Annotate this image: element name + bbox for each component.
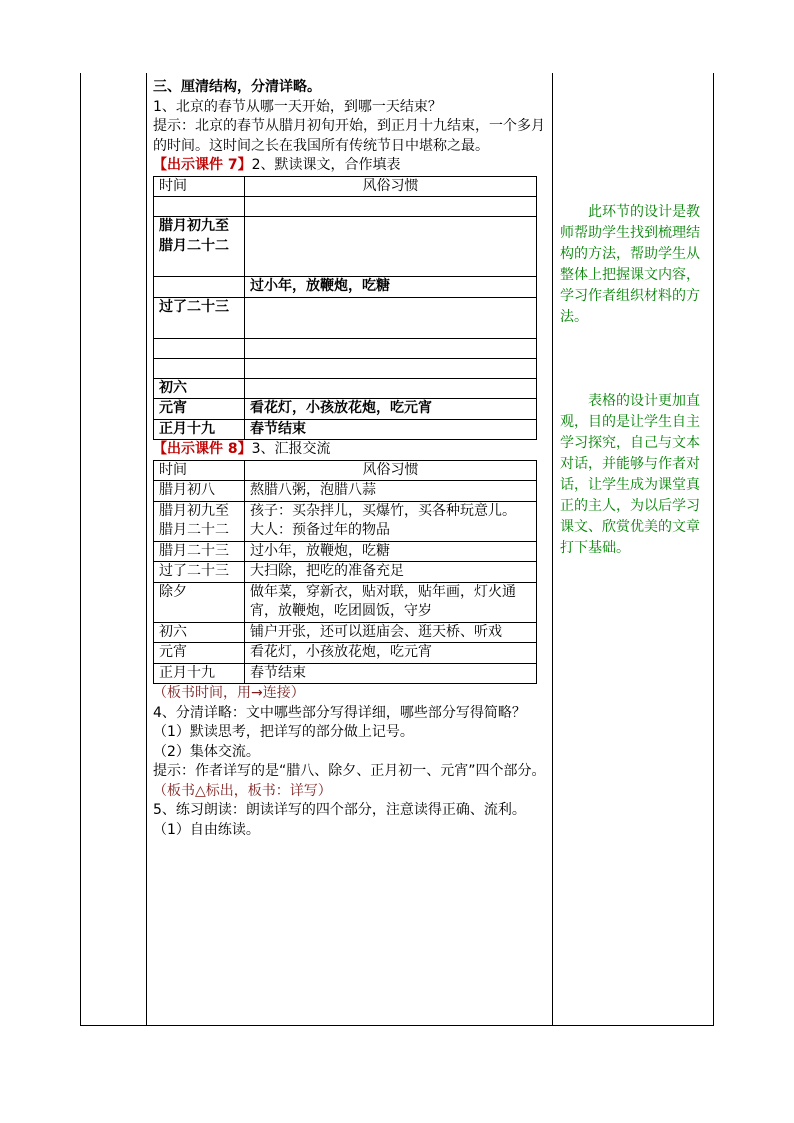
table-row: 腊月初九至腊月二十二 孩子：买杂拌儿，买爆竹，买各种玩意儿。 大人：预备过年的物品 [154, 501, 537, 541]
design-note-table: 表格的设计更加直观，目的是让学生自主学习探究，自己与文本对话，并能够与作者对话，让学生成为课堂真正的主人，为以后学习课文、欣赏优美的文章打下基础。 [560, 393, 700, 556]
table-row: 元宵 看花灯，小孩放花炮，吃元宵 [154, 399, 537, 420]
question-4-hint [153, 762, 551, 801]
design-note-structure: 此环节的设计是教师帮助学生找到梳理结构的方法，帮助学生从整体上把握课文内容，学习作者组织材料的方法。 [560, 204, 700, 325]
table-row: 正月十九 春节结束 [154, 663, 537, 684]
question-5: 5、练习朗读：朗读详写的四个部分，注意读得正确、流利。 [153, 802, 526, 818]
frame-line-notes [552, 73, 553, 1026]
frame-line-bottom [80, 1025, 714, 1026]
frame-line-right [713, 73, 714, 1026]
table-row: 初六 铺户开张，还可以逛庙会、逛天桥、听戏 [154, 622, 537, 643]
table-row: 过小年，放鞭炮，吃糖 [154, 277, 537, 298]
question-2 [153, 156, 551, 176]
table-row: 腊月初九至腊月二十二 [154, 217, 537, 277]
design-notes [560, 202, 710, 559]
table-row: 腊月初八 熬腊八粥，泡腊八蒜 [154, 481, 537, 502]
courseware-7-tag: 【出示课件 7】 [153, 157, 252, 173]
table-row: 过了二十三 [154, 297, 537, 338]
table-row: 腊月二十三 过小年，放鞭炮，吃糖 [154, 541, 537, 562]
fill-in-table [153, 176, 537, 441]
report-table [153, 460, 537, 685]
question-4-step-2: （2）集体交流。 [153, 743, 260, 760]
table-row: 过了二十三 大扫除，把吃的准备充足 [154, 562, 537, 583]
table-row [154, 338, 537, 358]
question-4-step-1: （1）默读思考，把详写的部分做上记号。 [153, 724, 414, 740]
table-header-row [154, 176, 537, 197]
table-row [154, 197, 537, 217]
question-4: 4、分清详略：文中哪些部分写得详细，哪些部分写得简略？ [153, 704, 526, 721]
courseware-8-tag: 【出示课件 8】 [153, 441, 252, 457]
table-header-customs: 风俗习惯 [245, 176, 537, 197]
question-5-step-1: （1）自由练读。 [153, 821, 260, 838]
board-note-detail: （板书△标出，板书：详写） [153, 782, 332, 799]
section-title: 三、厘清结构，分清详略。 [153, 79, 321, 95]
lesson-content [153, 78, 551, 840]
frame-line-inner [146, 73, 147, 1026]
question-3-text: 3、汇报交流 [251, 441, 331, 457]
table-row: 除夕 做年菜，穿新衣，贴对联，贴年画，灯火通宵，放鞭炮，吃团圆饭，守岁 [154, 582, 537, 622]
table-header-time: 时间 [154, 176, 245, 197]
question-3 [153, 440, 551, 460]
table-row: 元宵 看花灯，小孩放花炮，吃元宵 [154, 643, 537, 664]
question-1: 1、北京的春节从哪一天开始，到哪一天结束？ [153, 98, 442, 115]
question-2-text: 2、默读课文，合作填表 [251, 157, 401, 173]
table-row [154, 358, 537, 378]
notes-spacer [560, 328, 710, 391]
table-row: 初六 [154, 378, 537, 399]
table-header-customs: 风俗习惯 [245, 460, 537, 481]
board-note-time-chain: （板书时间，用→连接） [153, 685, 305, 701]
table-row: 正月十九 春节结束 [154, 419, 537, 440]
table-header-time: 时间 [154, 460, 245, 481]
frame-line-left [80, 73, 81, 1026]
question-4-hint-text: 提示：作者详写的是“腊八、除夕、正月初一、元宵”四个部分。 [153, 763, 546, 779]
question-1-hint: 提示：北京的春节从腊月初旬开始，到正月十九结束，一个多月的时间。这时间之长在我国所有传统节日中堪称之最。 [153, 118, 545, 154]
table-header-row [154, 460, 537, 481]
